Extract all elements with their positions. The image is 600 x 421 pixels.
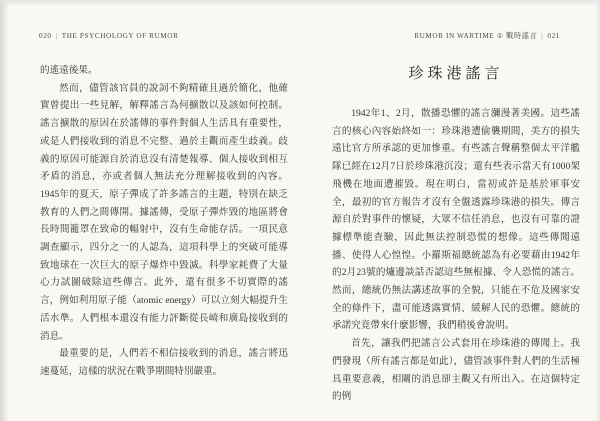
running-header-left (39, 31, 178, 40)
scan-edge-shadow-top (0, 0, 600, 6)
right-page-text (332, 64, 580, 406)
book-running-title: THE PSYCHOLOGY OF RUMOR (61, 32, 179, 40)
paragraph: 然而，儘管該官員的說詞不夠精確且過於簡化，他確實曾提出一些見解，解釋謠言為何擴散以及該如何控制。謠言擴散的原因在於謠傳的事件對個人生活具有重要性，或是人們接收到的消息不完整、過於主觀而產生歧義。歧義的原因可能源自於消息沒有清楚報導、個人接收到相互矛盾的消息，亦或者個人無法充分理解接收到的內容。1945年的夏天，原子彈成了許多謠言的主題，特別在缺乏教育的人們之間傳開。據謠傳，受原子彈炸毀的地區將會長時間籠罩在致命的輻射中，沒有生命能存活。一項民意調查顯示，四分之一的人認為，這項科學上的突破可能導致地球在一次巨大的原子爆炸中毀滅。科學家耗費了大量心力試圖破除這些傳言。此外，還有很多不切實際的謠言，例如利用原子能（atomic energy）可以立刻大幅提升生活水準。人們根本還沒有能力評斷從長崎和廣島接收到的消息。 (40, 82, 288, 342)
paragraph: 1942年1、2月，散播恐懼的謠言瀰漫著美國。這些謠言的核心內容始終如一：珍珠港遭偷襲期間，美方的損失遠比官方所承認的更加慘重。有些謠言聲稱整個太平洋艦隊已經在12月7日於珍珠港沉沒；還有些表示當天有1000架飛機在地面遭摧毀。現在明白，當初或許是基於軍事安全，最初的官方報告才沒有全盤透露珍珠港的損失。傳言源自於對事件的懷疑，大眾不信任消息，也沒有可靠的證據標準能查驗，因此無法控制恐慌的想像。這些傳聞遠播、使得人心惶惶。小羅斯福總統認為有必要藉由1942年的2月23號的爐邊談話否認這些無根據、令人恐慌的謠言。然而，總統仍無法講述故事的全貌，只能在不危及國家安全的條件下，盡可能透露實情、緩解人民的恐懼。總統的承諾究竟帶來什麼影響，我們稍後會說明。 (332, 108, 580, 332)
page-number-left: 020 (39, 32, 52, 40)
left-page-text (40, 62, 288, 381)
section-title: 珍珠港謠言 (408, 66, 504, 82)
header-separator: | (541, 31, 544, 40)
header-separator: | (55, 31, 58, 40)
paragraph: 的遙遠後果。 (40, 65, 98, 76)
running-header-right (414, 31, 560, 41)
page-number-right: 021 (547, 32, 560, 40)
scan-edge-shadow-right (595, 0, 600, 421)
paragraph: 首先，讓我們把謠言公式套用在珍珠港的傳聞上。我們發現（所有謠言都是如此），儘管該事件對人們的生活極具重要意義，相關的消息卻主觀又有所出入。在這個特定的例 (332, 338, 580, 403)
scan-edge-shadow-left (0, 0, 9, 421)
paragraph: 最重要的是，人們若不相信接收到的消息，謠言將迅速蔓延，這樣的狀況在戰爭期間特別嚴重。 (40, 348, 288, 377)
chapter-running-title: RUMOR IN WARTIME ① 戰時謠言 (414, 32, 538, 40)
